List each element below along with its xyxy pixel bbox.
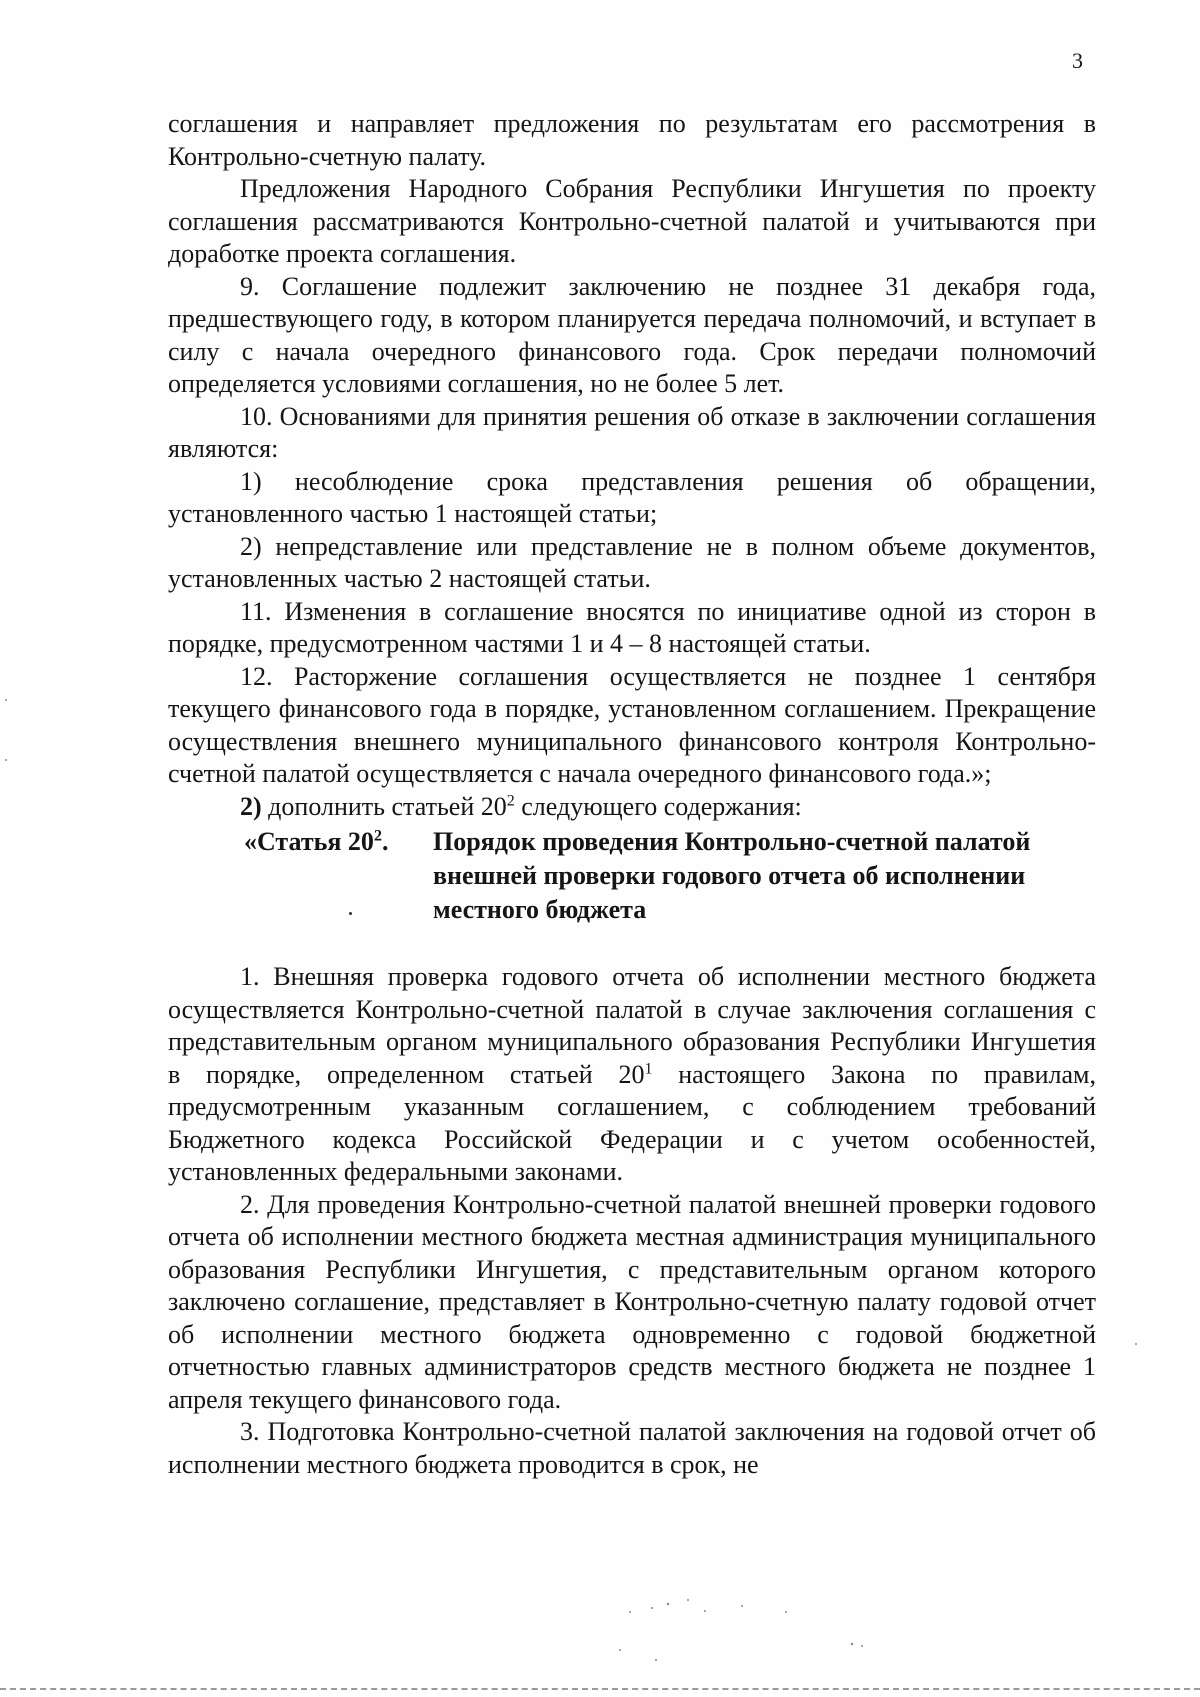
paragraph-item-12: 12. Расторжение соглашения осуществляется не позднее 1 сентября текущего финансового года в порядке, установленном соглашением. Прекращение осуществления внешнего муниципального финансового контроля Контрольно-счетной палатой осуществляется с начала очередного финансового года.»;	[168, 661, 1096, 788]
amendment-number: 2)	[240, 791, 262, 821]
paragraph-continuation: соглашения и направляет предложения по результатам его рассмотрения в Контрольно-счетную палату.	[168, 109, 1096, 171]
paragraph-item-9: 9. Соглашение подлежит заключению не позднее 31 декабря года, предшествующего году, в котором планируется передача полномочий, и вступает в силу с начала очередного финансового года. Срок передачи полномочий определяется условиями соглашения, но не более 5 лет.	[168, 271, 1096, 398]
article-label-superscript: 2	[373, 827, 382, 845]
amendment-text-end: следующего содержания:	[514, 791, 802, 821]
article-title: Порядок проведения Контрольно-счетной палатой внешней проверки годового отчета об исполнении местного бюджета	[433, 827, 1031, 924]
paragraph-subitem-1: 1) несоблюдение срока представления решения об обращении, установленного частью 1 настоящей статьи;	[168, 466, 1096, 528]
paragraph-item-11: 11. Изменения в соглашение вносятся по инициативе одной из сторон в порядке, предусмотренном частями 1 и 4 – 8 настоящей статьи.	[168, 596, 1096, 658]
paragraph-subitem-2: 2) непредставление или представление не в полном объеме документов, установленных частью 2 настоящей статьи.	[168, 531, 1096, 593]
article-paragraph-3: 3. Подготовка Контрольно-счетной палатой заключения на годовой отчет об исполнении местного бюджета проводится в срок, не	[168, 1417, 1096, 1479]
amendment-text-start: дополнить статьей 20	[261, 791, 507, 821]
paragraph-proposals: Предложения Народного Собрания Республики Ингушетия по проекту соглашения рассматриваются Контрольно-счетной палатой и учитываются при доработке проекта соглашения.	[168, 174, 1096, 268]
article-paragraph-1-superscript: 1	[644, 1059, 653, 1077]
page-number: 3	[1072, 48, 1083, 73]
amendment-superscript: 2	[506, 791, 515, 809]
paragraph-item-10: 10. Основаниями для принятия решения об отказе в заключении соглашения являются:	[168, 401, 1096, 463]
article-label: «Статья $20^2$.	[244, 827, 389, 856]
scan-bottom-edge	[0, 1688, 1200, 1690]
article-paragraph-2: 2. Для проведения Контрольно-счетной палатой внешней проверки годового отчета об исполнении местного бюджета местная администрация муниципального образования Республики Ингушетия, с представительным органом которого заключено соглашение, представляет в Контрольно-счетную палату годовой отчет об исполнении местного бюджета одновременно с годовой бюджетной отчетностью главных администраторов средств местного бюджета не позднее 1 апреля текущего финансового года.	[168, 1189, 1096, 1414]
article-paragraph-1: 1. Внешняя проверка годового отчета об исполнении местного бюджета осуществляется Контрольно-счетной палатой в случае заключения соглашения с представительным органом муниципального образования Республики Ингушетия в порядке, определенном статьей $20^1$ настоящего Закона по правилам, предусмотренным указанным соглашением, с соблюдением требований Бюджетного кодекса Российской Федерации и с учетом особенностей, установленных федеральными законами.	[168, 962, 1096, 1186]
